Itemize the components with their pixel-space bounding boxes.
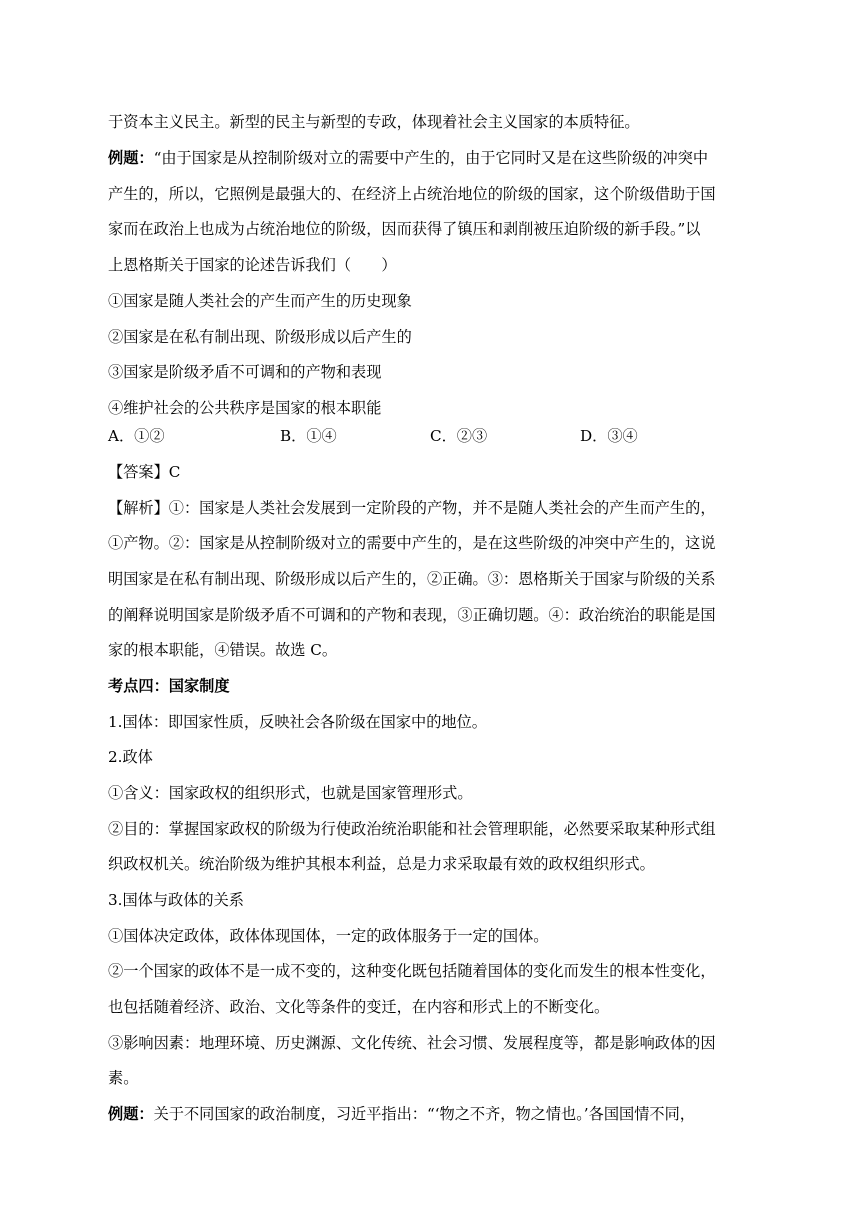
paragraph-line: 于资本主义民主。新型的民主与新型的专政，体现着社会主义国家的本质特征。 [108,113,640,131]
example-label: 例题： [108,149,154,167]
paragraph-line: 素。 [108,1069,139,1087]
analysis-line: 的阐释说明国家是阶级矛盾不可调和的产物和表现，③正确切题。④：政治统治的职能是国 [108,606,716,624]
example-question-line [108,1104,758,1124]
paragraph-line: 家而在政治上也成为占统治地位的阶级，因而获得了镇压和剥削被压迫阶级的新手段。”以 [108,220,701,238]
paragraph-line: ②一个国家的政体不是一成不变的，这种变化既包括随着国体的变化而发生的根本性变化， [108,962,716,980]
example-text: “由于国家是从控制阶级对立的需要中产生的，由于它同时又是在这些阶级的冲突中 [153,149,709,167]
paragraph-line: 也包括随着经济、政治、文化等条件的变迁，在内容和形式上的不断变化。 [108,998,610,1016]
option-b: B．①④ [280,427,337,445]
paragraph-line: 1.国体：即国家性质，反映社会各阶级在国家中的地位。 [108,713,487,731]
section-heading: 考点四：国家制度 [108,677,230,695]
analysis-line: ①产物。②：国家是从控制阶级对立的需要中产生的，是在这些阶级的冲突中产生的，这说 [108,534,716,552]
statement-3: ③国家是阶级矛盾不可调和的产物和表现 [108,363,382,381]
statement-2: ②国家是在私有制出现、阶级形成以后产生的 [108,328,412,346]
paragraph-line: 上恩格斯关于国家的论述告诉我们（ ） [108,256,397,274]
statement-1: ①国家是随人类社会的产生而产生的历史现象 [108,292,412,310]
analysis-line: 明国家是在私有制出现、阶级形成以后产生的，②正确。③：恩格斯关于国家与阶级的关系 [108,570,716,588]
answer-line: 【答案】C [108,463,181,481]
answer-options [108,426,758,446]
paragraph-line: ②目的：掌握国家政权的阶级为行使政治统治职能和社会管理职能，必然要采取某种形式组 [108,820,716,838]
paragraph-line: 3.国体与政体的关系 [108,891,244,909]
analysis-line: 家的根本职能，④错误。故选 C。 [108,641,338,659]
paragraph-line: ①国体决定政体，政体体现国体，一定的政体服务于一定的国体。 [108,927,549,945]
option-a: A．①② [108,427,165,445]
statement-4: ④维护社会的公共秩序是国家的根本职能 [108,399,382,417]
paragraph-line: ③影响因素：地理环境、历史渊源、文化传统、社会习惯、发展程度等，都是影响政体的因 [108,1034,716,1052]
example-text: 关于不同国家的政治制度，习近平指出：“‘物之不齐，物之情也。’各国国情不同， [153,1105,695,1123]
example-label: 例题： [108,1105,154,1123]
option-c: C．②③ [430,427,488,445]
paragraph-line: 2.政体 [108,748,153,766]
example-question-line [108,148,758,168]
paragraph-line: ①含义：国家政权的组织形式，也就是国家管理形式。 [108,784,473,802]
analysis-line: 【解析】①：国家是人类社会发展到一定阶段的产物，并不是随人类社会的产生而产生的， [108,499,716,517]
option-d: D．③④ [580,427,638,445]
paragraph-line: 织政权机关。统治阶级为维护其根本利益，总是力求采取最有效的政权组织形式。 [108,855,655,873]
paragraph-line: 产生的，所以，它照例是最强大的、在经济上占统治地位的阶级的国家，这个阶级借助于国 [108,185,716,203]
